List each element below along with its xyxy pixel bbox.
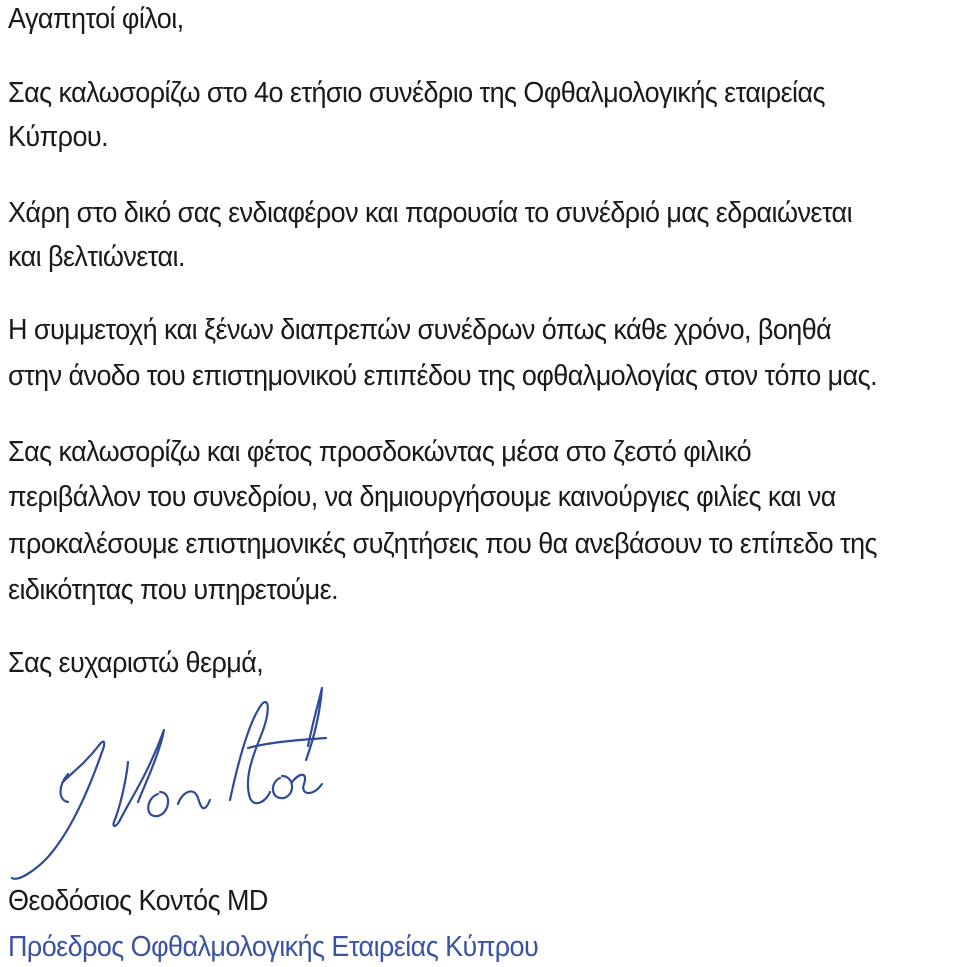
paragraph-4-line-2: περιβάλλον του συνεδρίου, να δημιουργήσουμε καινούργιες φιλίες και να (8, 481, 836, 513)
handwritten-signature-icon (8, 682, 338, 882)
closing: Σας ευχαριστώ θερμά, (8, 647, 264, 679)
paragraph-2-line-1: Χάρη στο δικό σας ενδιαφέρον και παρουσία το συνέδριό μας εδραιώνεται (8, 197, 853, 229)
signatory-name: Θεοδόσιος Κοντός MD (8, 885, 268, 917)
paragraph-1-line-2: Κύπρου. (8, 121, 109, 153)
paragraph-2-line-2: και βελτιώνεται. (8, 241, 185, 273)
paragraph-4-line-3: προκαλέσουμε επιστημονικές συζητήσεις που θα ανεβάσουν το επίπεδο της (8, 528, 877, 560)
paragraph-3-line-1: Η συμμετοχή και ξένων διαπρεπών συνέδρων όπως κάθε χρόνο, βοηθά (8, 314, 832, 346)
paragraph-1-line-1: Σας καλωσορίζω στο 4ο ετήσιο συνέδριο της Οφθαλμολογικής εταιρείας (8, 77, 825, 109)
paragraph-3-line-2: στην άνοδο του επιστημονικού επιπέδου της οφθαλμολογίας στον τόπο μας. (8, 360, 878, 392)
paragraph-4-line-4: ειδικότητας που υπηρετούμε. (8, 574, 339, 606)
greeting: Αγαπητοί φίλοι, (8, 3, 184, 35)
paragraph-4-line-1: Σας καλωσορίζω και φέτος προσδοκώντας μέσα στο ζεστό φιλικό (8, 436, 752, 468)
signatory-title: Πρόεδρος Οφθαλμολογικής Εταιρείας Κύπρου (8, 931, 539, 963)
